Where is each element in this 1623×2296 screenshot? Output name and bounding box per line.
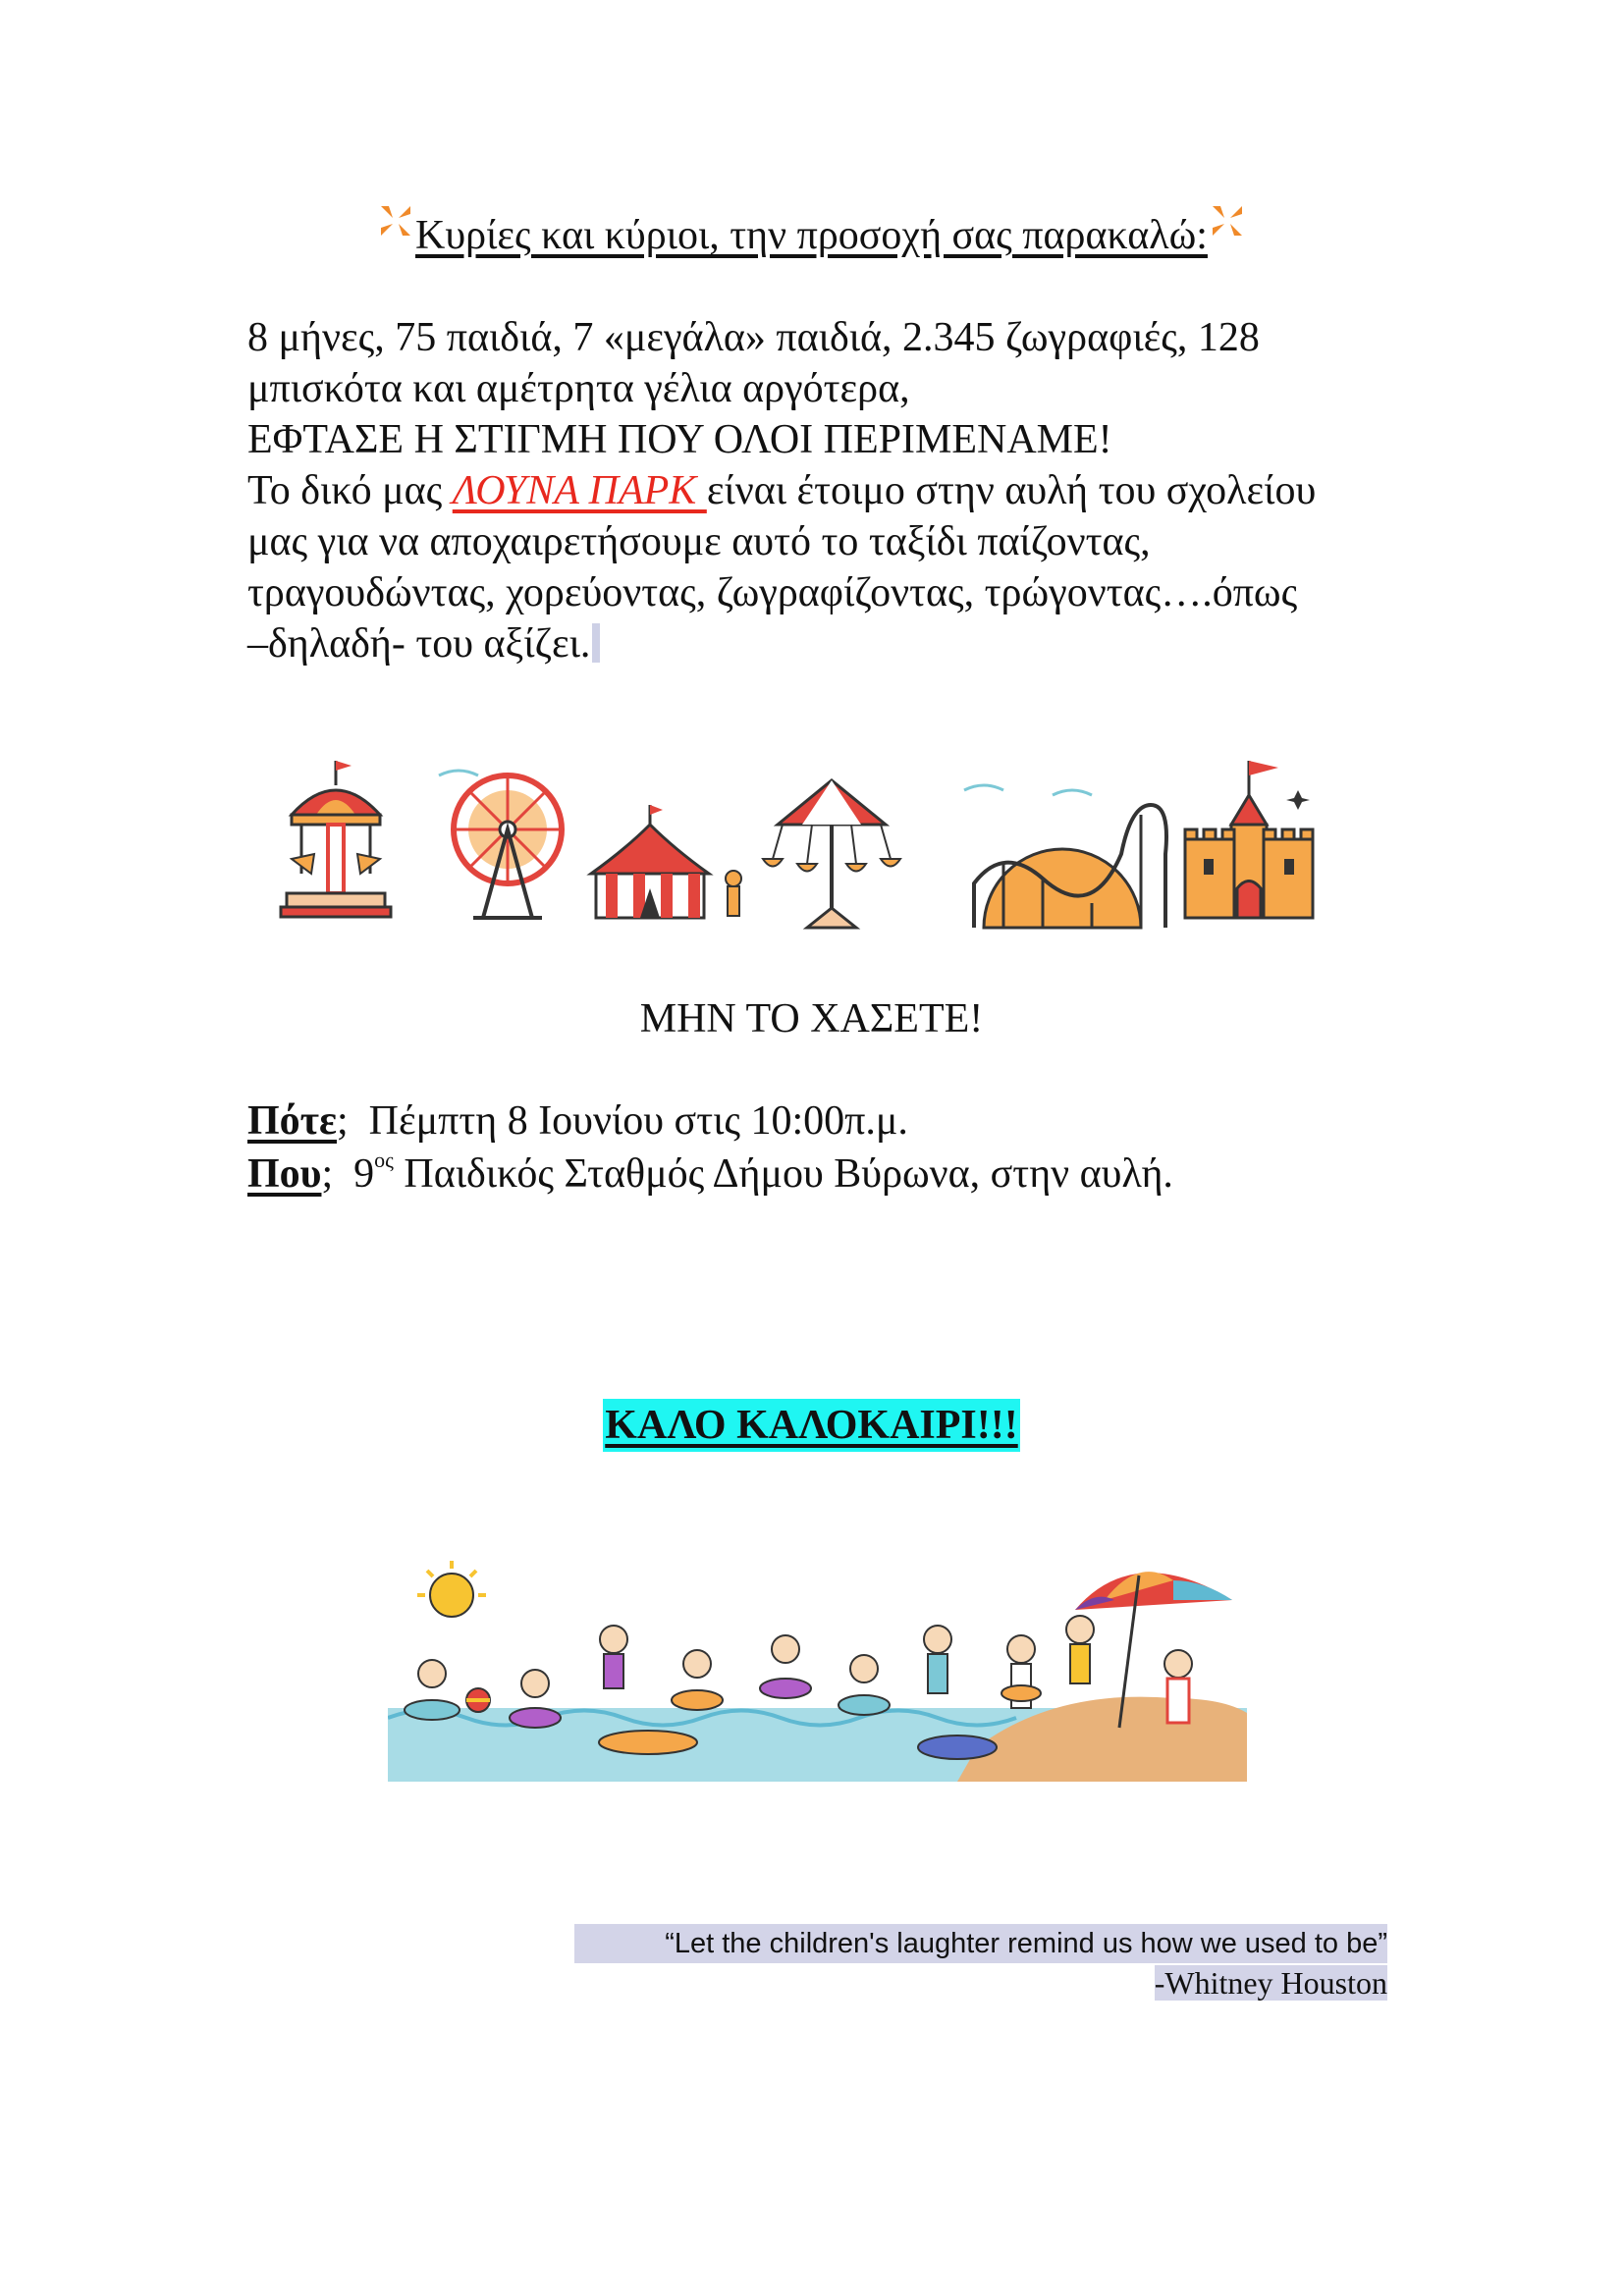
- where-ordinal: ος: [374, 1148, 394, 1172]
- summer-greeting: [0, 1399, 1623, 1452]
- sun-icon: [417, 1561, 486, 1617]
- where-separator: ;: [321, 1151, 354, 1197]
- quote-block: [574, 1924, 1387, 2002]
- castle-icon: [1185, 761, 1313, 918]
- intro-text: είναι έτοιμο στην αυλή του σχολείου: [706, 468, 1317, 513]
- intro-line: [247, 618, 1406, 669]
- heading: [0, 201, 1623, 263]
- when-label: Πότε: [247, 1098, 337, 1144]
- quote-author-line: [574, 1963, 1387, 2002]
- carousel-icon: [281, 761, 391, 917]
- intro-line: 8 μήνες, 75 παιδιά, 7 «μεγάλα» παιδιά, 2.345 ζωγραφιές, 128: [247, 315, 1260, 360]
- luna-park-link[interactable]: ΛΟΥΝΑ ΠΑΡΚ: [452, 468, 707, 513]
- heading-text: Κυρίες και κύριοι, την προσοχή σας παρακαλώ:: [415, 213, 1208, 258]
- selection-mark: [592, 623, 600, 663]
- where-number: 9: [353, 1151, 375, 1197]
- when-value: Πέμπτη 8 Ιουνίου στις 10:00π.μ.: [368, 1098, 908, 1144]
- event-info: [247, 1095, 1173, 1201]
- circus-tent-icon: [591, 805, 741, 918]
- sparkle-icon: [376, 201, 415, 240]
- intro-line: ΕΦΤΑΣΕ Η ΣΤΙΓΜΗ ΠΟΥ ΟΛΟΙ ΠΕΡΙΜΕΝΑΜΕ!: [247, 417, 1112, 462]
- where-value: Παιδικός Σταθμός Δήμου Βύρωνα, στην αυλή.: [393, 1151, 1173, 1197]
- swing-ride-icon: [763, 780, 900, 928]
- quote-author: -Whitney Houston: [1154, 1965, 1387, 2001]
- summer-text: ΚΑΛΟ ΚΑΛΟΚΑΙΡΙ!!!: [603, 1399, 1019, 1452]
- beach-kids-illustration: [388, 1551, 1247, 1782]
- sparkle-icon: [1208, 201, 1247, 240]
- intro-text: –δηλαδή- του αξίζει.: [247, 621, 591, 667]
- where-line: [247, 1148, 1173, 1201]
- ferris-wheel-icon: [439, 771, 562, 918]
- where-label: Που: [247, 1151, 322, 1197]
- amusement-park-illustration: [247, 746, 1339, 942]
- dont-miss-text: ΜΗΝ ΤΟ ΧΑΣΕΤΕ!: [639, 996, 984, 1041]
- when-separator: ;: [336, 1098, 369, 1144]
- intro-line: τραγουδώντας, χορεύοντας, ζωγραφίζοντας, τρώγοντας….όπως: [247, 570, 1298, 615]
- roller-coaster-icon: [964, 785, 1166, 928]
- intro-text: Το δικό μας: [247, 468, 453, 513]
- intro-line: [247, 465, 1406, 516]
- when-line: [247, 1095, 1173, 1148]
- intro-line: μας για να αποχαιρετήσουμε αυτό το ταξίδι παίζοντας,: [247, 519, 1151, 564]
- intro-line: μπισκότα και αμέτρητα γέλια αργότερα,: [247, 366, 910, 411]
- intro-paragraph: [247, 312, 1406, 669]
- quote-text: “Let the children's laughter remind us how we used to be”: [574, 1924, 1387, 1963]
